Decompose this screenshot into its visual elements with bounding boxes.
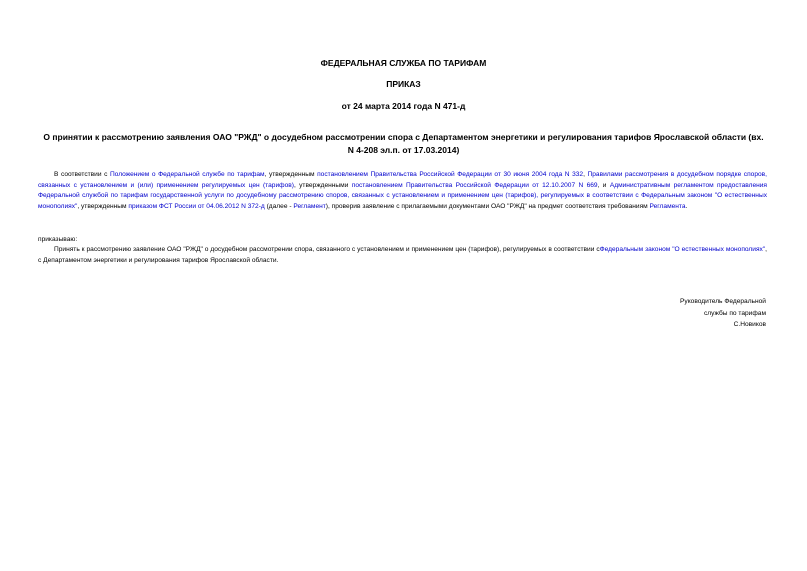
agency-heading: ФЕДЕРАЛЬНАЯ СЛУЖБА ПО ТАРИФАМ — [320, 58, 487, 68]
preamble-text-1: В соответствии с — [54, 171, 110, 178]
signature-name: С.Новиков — [733, 321, 766, 329]
preamble-text-2: , утвержденным — [264, 171, 318, 178]
preamble-text-7: (далее - — [264, 202, 294, 210]
date-number-heading: от 24 марта 2014 года N 471-д — [341, 101, 466, 111]
order-item-paragraph — [38, 245, 767, 266]
signature-block — [680, 296, 766, 331]
subject-heading: О принятии к рассмотрению заявления ОАО "РЖД" о досудебном рассмотрении спора с Департаментом энергетики и регулирования тарифов Ярославской области (вх. N 4-208 эл.п. от 17.03.2014) — [43, 132, 764, 155]
link-fst-order-372[interactable]: приказом ФСТ России от 04.06.2012 N 372-д — [128, 202, 265, 210]
link-regulation-short[interactable]: Регламент — [293, 202, 326, 210]
preamble-text-8: ), проверив заявление с прилагаемыми документами ОАО "РЖД" на предмет соответствия требованиям — [325, 202, 650, 210]
preamble-text-6: , утвержденным — [77, 202, 129, 210]
signature-position-line1: Руководитель Федеральной — [680, 298, 766, 305]
link-government-decree-332[interactable]: постановлением Правительства Российской Федерации от 30 июня 2004 года N 332 — [317, 171, 584, 178]
document-type-heading: ПРИКАЗ — [386, 79, 421, 89]
preamble-text-5: , и — [597, 181, 610, 189]
preamble-text-4: , утвержденными — [293, 181, 352, 189]
link-dispute-rules[interactable]: Правилами рассмотрения в досудебном порядке споров, связанных с установлением и (или) применением регулируемых цен (тарифов) — [38, 171, 768, 189]
link-government-decree-669[interactable]: постановлением Правительства Российской Федерации от 12.10.2007 N 669 — [351, 181, 598, 189]
preamble-text-9: . — [685, 202, 688, 210]
signature-position-line2: службы по тарифам — [703, 309, 766, 317]
preamble-text-3: , — [583, 171, 588, 178]
link-fst-regulation[interactable]: Положением о Федеральной службе по тарифам — [109, 171, 265, 178]
order-item-text-2: , с Департаментом энергетики и регулирования тарифов Ярославской области. — [38, 246, 767, 264]
link-administrative-regulation[interactable]: Административным регламентом предоставления Федеральной службой по тарифам государственной услуги по досудебному рассмотрению споров, связанных с установлением и применением цен (тарифов), регулируемых в соответствии с Федеральным законом "О естественных монополиях" — [38, 181, 768, 210]
preamble-paragraph — [38, 170, 767, 212]
link-regulation-requirements[interactable]: Регламента — [649, 202, 686, 210]
link-natural-monopolies-law[interactable]: Федеральным законом "О естественных монополиях" — [599, 246, 766, 253]
order-intro: приказываю: — [38, 236, 78, 243]
order-item-text-1: Принять к рассмотрению заявление ОАО "РЖД" о досудебном рассмотрении спора, связанного с установлением и применением цен (тарифов), регулируемых в соответствии с — [54, 246, 600, 253]
